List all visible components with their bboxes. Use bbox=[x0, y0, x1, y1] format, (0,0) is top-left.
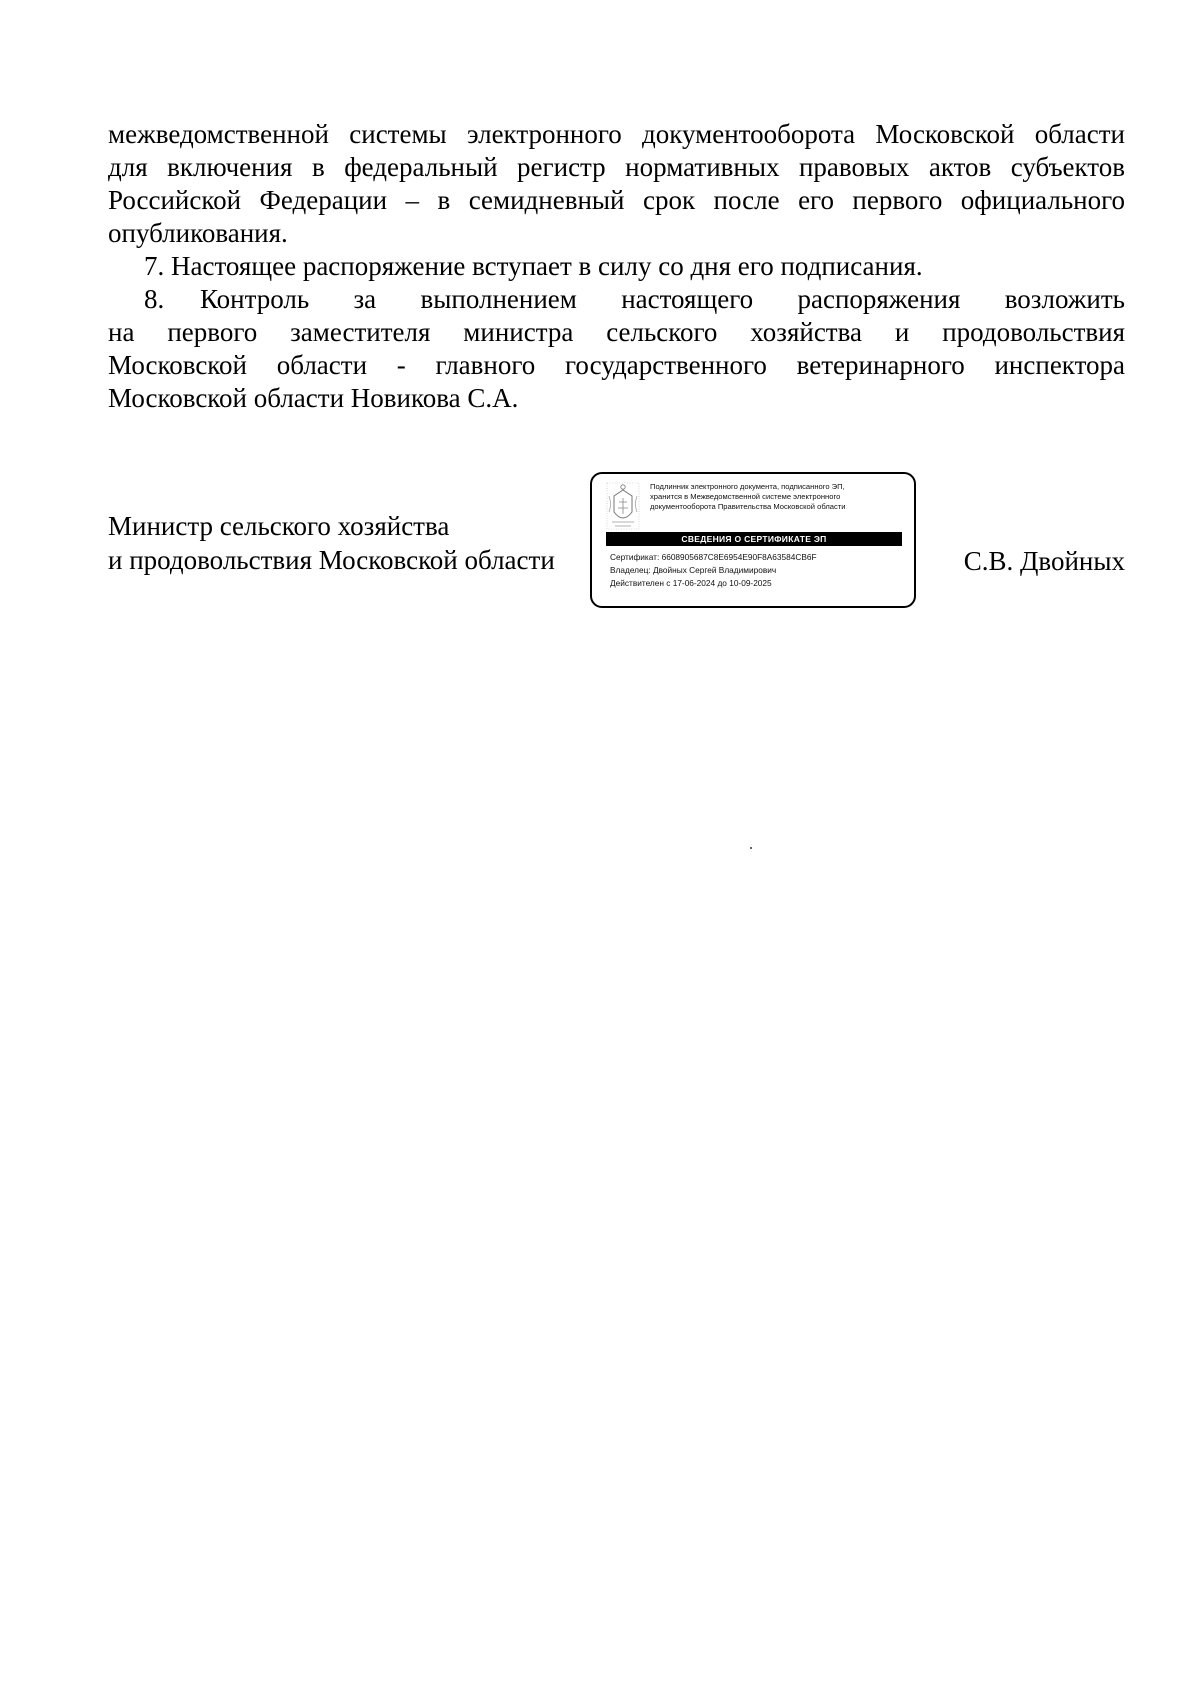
electronic-signature-stamp bbox=[590, 472, 916, 608]
stamp-certificate-info bbox=[610, 551, 817, 590]
body-line: Московской области - главного государственного ветеринарного инспектора bbox=[108, 350, 1125, 380]
stamp-header-bar: СВЕДЕНИЯ О СЕРТИФИКАТЕ ЭП bbox=[606, 532, 902, 546]
certificate-number: Сертификат: 6608905687C8E6954E90F8A63584CB6F bbox=[610, 552, 817, 562]
signer-title-line-1: Министр сельского хозяйства bbox=[108, 511, 450, 541]
stamp-note-line: Подлинник электронного документа, подписанного ЭП, bbox=[650, 482, 845, 491]
stamp-note-line: документооборота Правительства Московской области bbox=[650, 502, 846, 511]
scan-speck bbox=[750, 847, 752, 849]
item-8-number: 8. bbox=[144, 284, 165, 314]
body-line: опубликования. bbox=[108, 218, 288, 248]
body-line: для включения в федеральный регистр нормативных правовых актов субъектов bbox=[108, 152, 1125, 182]
body-line: Российской Федерации – в семидневный срок после его первого официального bbox=[108, 185, 1125, 215]
item-8-first-text: Контроль за выполнением настоящего распоряжения возложить bbox=[200, 284, 1125, 314]
stamp-note-line: хранится в Межведомственной системе электронного bbox=[650, 492, 841, 501]
body-line: на первого заместителя министра сельского хозяйства и продовольствия bbox=[108, 317, 1125, 347]
signer-title-line-2: и продовольствия Московской области bbox=[108, 545, 555, 575]
moscow-region-coat-of-arms-icon bbox=[606, 482, 640, 530]
body-line: межведомственной системы электронного документооборота Московской области bbox=[108, 119, 1125, 149]
item-7: 7. Настоящее распоряжение вступает в силу со дня его подписания. bbox=[144, 251, 923, 281]
certificate-validity: Действителен с 17-06-2024 до 10-09-2025 bbox=[610, 578, 772, 588]
signer-name: С.В. Двойных bbox=[963, 546, 1125, 576]
body-line: Московской области Новикова С.А. bbox=[108, 383, 519, 413]
certificate-owner: Владелец: Двойных Сергей Владимирович bbox=[610, 565, 777, 575]
stamp-note bbox=[650, 482, 910, 512]
